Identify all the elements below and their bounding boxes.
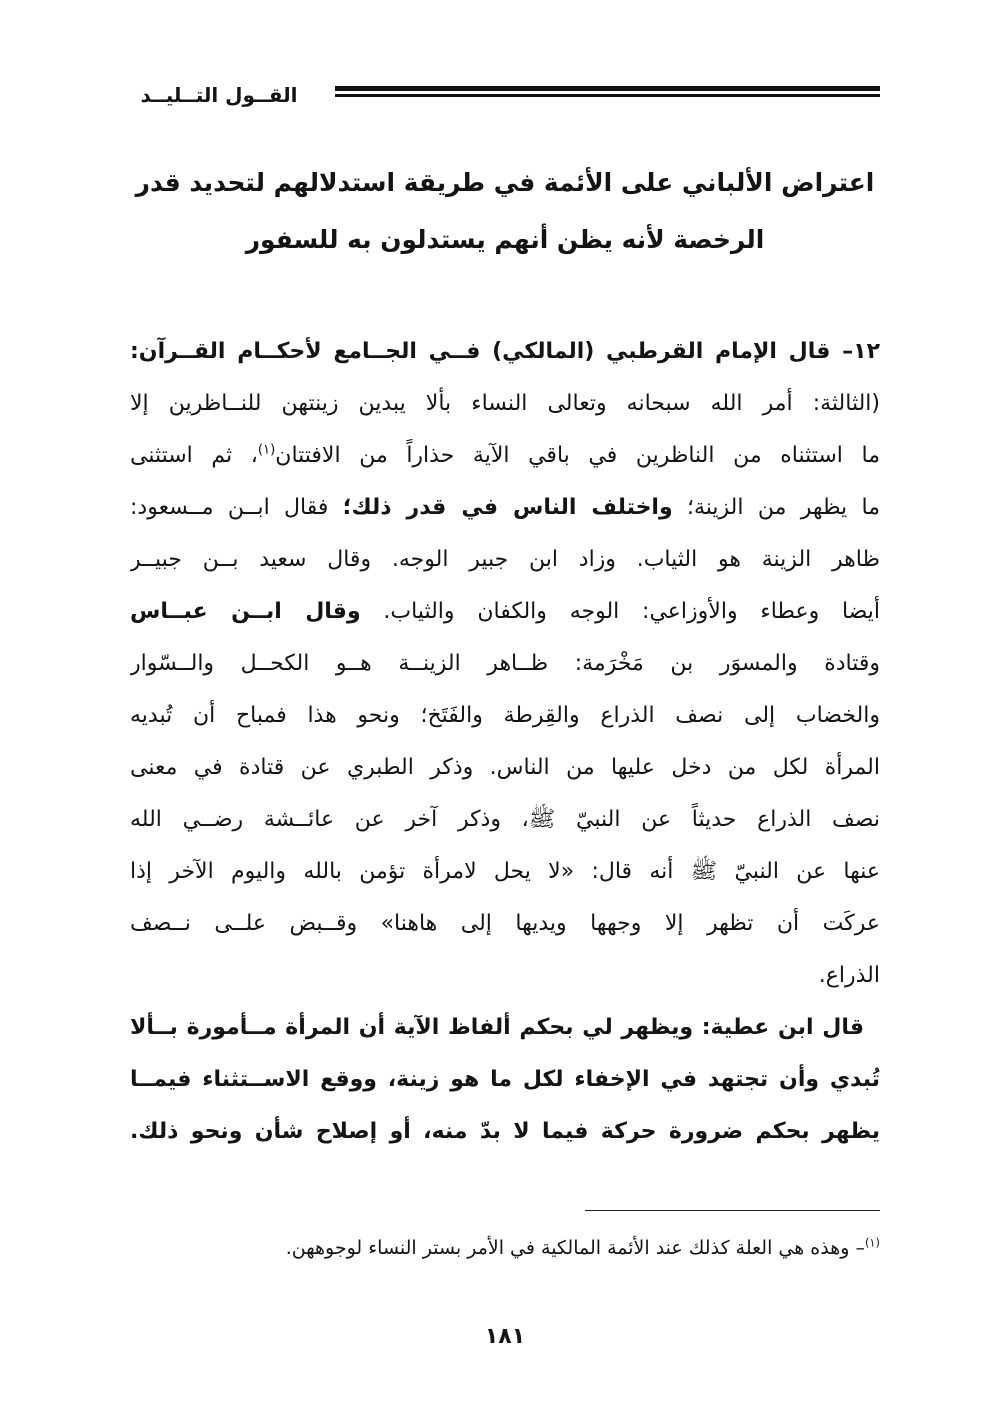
quotation-line [130,430,880,482]
line-text: ما استثناه من الناظرين في باقي الآية حذاراً من الافتتان [275,443,880,468]
line-text: فقال ابــن مــسعود: [130,495,343,520]
running-title: القــول التــليــد [140,83,298,107]
quotation-line: وقتادة والمسوَر بن مَخْرَمة: ظــاهر الزينــة هــو الكحــل والــسّوار [130,651,880,676]
footnote [130,1230,880,1266]
main-text [130,326,880,1158]
quotation-line: عنها عن النبيّ ﷺ أنه قال: «لا يحل لامرأة تؤمن بالله واليوم الآخر إذا [130,859,880,884]
header-double-rule [335,86,880,97]
commentary-line: قال ابن عطية: ويظهر لي بحكم ألفاظ الآية أن المرأة مــأمورة بــألا [130,1015,864,1040]
footnote-separator [585,1210,880,1211]
quotation-line: ظاهر الزينة هو الثياب. وزاد ابن جبير الوجه. وقال سعيد بــن جبيــر [130,547,880,572]
footnote-text: – وهذه هي العلة كذلك عند الأئمة المالكية في الأمر بستر النساء لوجوههن. [285,1237,865,1259]
header-rule-thick [335,86,880,91]
line-text: أيضا وعطاء والأوزاعي: الوجه والكفان والثياب. [360,599,880,624]
quotation-line: (الثالثة: أمر الله سبحانه وتعالى النساء بألا يبدين زينتهن للنــاظرين إلا [130,391,880,416]
quotation-line [130,482,880,534]
bold-emphasis: وقال ابــن عبــاس [130,599,361,624]
quotation-line: الذراع. [818,963,880,988]
header-rule-thin [335,94,880,97]
commentary-line: يظهر بحكم ضرورة حركة فيما لا بدّ منه، أو إصلاح شأن ونحو ذلك. [130,1119,880,1144]
section-title-line: اعتراض الألباني على الأئمة في طريقة استدلالهم لتحديد قدر [135,168,875,197]
quotation-heading: ١٢– قال الإمام القرطبي (المالكي) فــي الجــامع لأحكــام القــرآن: [130,339,880,364]
quotation-line: والخضاب إلى نصف الذراع والقِرطة والفَتَخ؛ ونحو هذا فمباح أن تُبديه [130,703,880,728]
bold-emphasis: واختلف الناس في قدر ذلك؛ [342,495,673,520]
quotation-line: نصف الذراع حديثاً عن النبيّ ﷺ، وذكر آخر عن عائــشة رضــي الله [130,807,880,832]
quotation-line: عركَت أن تظهر إلا وجهها ويديها إلى هاهنا» وقــبض علــى نــصف [130,911,880,936]
line-text: ما يظهر من الزينة؛ [672,495,880,520]
quotation-line: المرأة لكل من دخل عليها من الناس. وذكر الطبري عن قتادة في معنى [130,755,880,780]
section-title [130,154,880,268]
section-title-line: الرخصة لأنه يظن أنهم يستدلون به للسفور [245,225,765,254]
footnote-reference: (١) [257,442,276,458]
line-text: ، ثم استثنى [130,443,258,468]
commentary-line: تُبدي وأن تجتهد في الإخفاء لكل ما هو زينة، ووقع الاســتثناء فيمــا [130,1067,880,1092]
quotation-line [130,586,880,638]
footnote-marker: (١) [864,1235,880,1250]
page-number: ١٨١ [484,1324,526,1349]
